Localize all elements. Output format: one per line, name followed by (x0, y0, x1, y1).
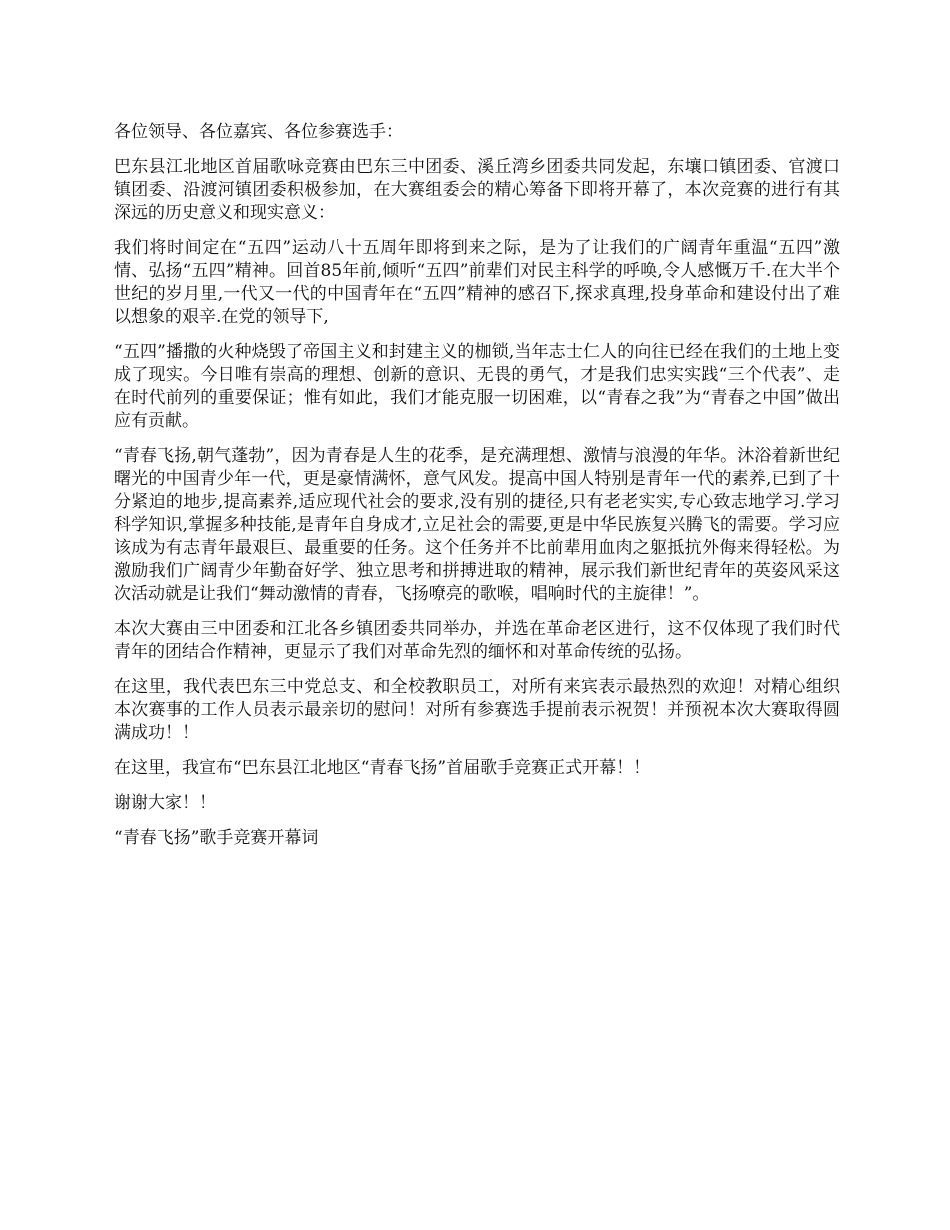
paragraph-intro: 巴东县江北地区首届歌咏竞赛由巴东三中团委、溪丘湾乡团委共同发起，东壤口镇团委、官渡口镇团委、沿渡河镇团委积极参加，在大赛组委会的精心筹备下即将开幕了，本次竞赛的进行有其深远的历史意义和现实意义： (114, 157, 840, 223)
paragraph-announcement: 在这里，我宣布“巴东县江北地区“青春飞扬”首届歌手竞赛正式开幕！！ (114, 758, 651, 778)
paragraph-organizers: 本次大赛由三中团委和江北各乡镇团委共同举办，并选在革命老区进行，这不仅体现了我们时代青年的团结合作精神，更显示了我们对革命先烈的缅怀和对革命传统的弘扬。 (114, 619, 840, 662)
paragraph-welcome: 在这里，我代表巴东三中党总支、和全校教职员工，对所有来宾表示最热烈的欢迎！对精心组织本次赛事的工作人员表示最亲切的慰问！对所有参赛选手提前表示祝贺！并预祝本次大赛取得圆满成功！！ (114, 677, 840, 743)
paragraph-youth: “青春飞扬,朝气蓬勃”，因为青春是人生的花季，是充满理想、激情与浪漫的年华。沐浴着新世纪曙光的中国青少年一代，更是豪情满怀，意气风发。提高中国人特别是青年一代的素养,已到了十分紧迫的地步,提高素养,适应现代社会的要求,没有别的捷径,只有老老实实,专心致志地学习.学习科学知识,掌握多种技能,是青年自身成才,立足社会的需要,更是中华民族复兴腾飞的需要。学习应该成为有志青年最艰巨、最重要的任务。这个任务并不比前辈用血肉之躯抵抗外侮来得轻松。为激励我们广阔青少年勤奋好学、独立思考和拼搏进取的精神，展示我们新世纪青年的英姿风采这次活动就是让我们“舞动激情的青春，飞扬嘹亮的歌喉，唱响时代的主旋律！”。 (114, 446, 840, 604)
document-body (114, 121, 840, 862)
paragraph-spark: “五四”播撒的火种烧毁了帝国主义和封建主义的枷锁,当年志士仁人的向往已经在我们的土地上变成了现实。今日唯有崇高的理想、创新的意识、无畏的勇气，才是我们忠实实践“三个代表”、走在时代前列的重要保证；惟有如此，我们才能克服一切困难，以“青春之我”为“青春之中国”做出应有贡献。 (114, 342, 840, 431)
salutation: 各位领导、各位嘉宾、各位参赛选手： (114, 122, 403, 142)
paragraph-may-fourth: 我们将时间定在“五四”运动八十五周年即将到来之际，是为了让我们的广阔青年重温“五四”激情、弘扬“五四”精神。回首85年前,倾听“五四”前辈们对民主科学的呼唤,令人感慨万千.在大半个世纪的岁月里,一代又一代的中国青年在“五四”精神的感召下,探求真理,投身革命和建设付出了难以想象的艰辛.在党的领导下, (114, 238, 840, 327)
document-title-footer: “青春飞扬”歌手竞赛开幕词 (114, 828, 319, 848)
paragraph-thanks: 谢谢大家！！ (114, 793, 216, 813)
